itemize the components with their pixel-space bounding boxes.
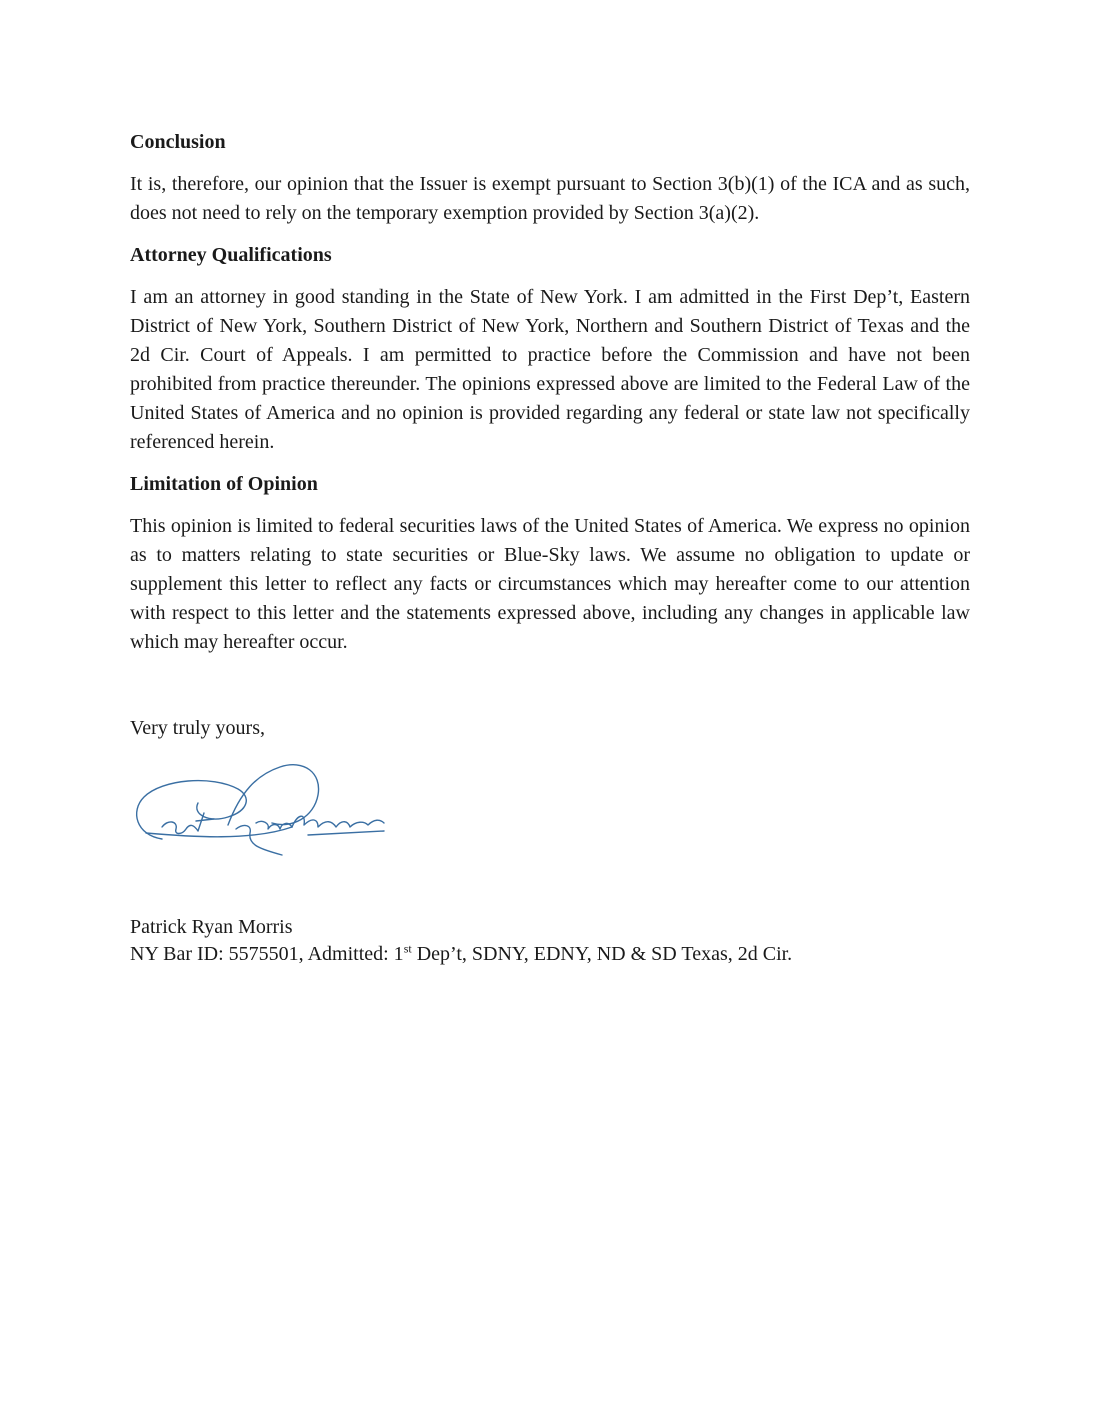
signer-name: Patrick Ryan Morris <box>130 916 293 938</box>
section-heading: Conclusion <box>130 131 226 153</box>
section-conclusion <box>130 128 970 228</box>
section-attorney-qualifications <box>130 241 970 457</box>
credentials-suffix: Dep’t, SDNY, EDNY, ND & SD Texas, 2d Cir. <box>411 943 793 965</box>
signer-credentials <box>130 941 970 967</box>
credentials-prefix: NY Bar ID: 5575501, Admitted: 1 <box>130 943 404 965</box>
section-limitation-of-opinion <box>130 470 970 657</box>
section-body: This opinion is limited to federal securities laws of the United States of America. We express no opinion as to matters relating to state securities or Blue-Sky laws. We assume no obligation to update or supplement this letter to reflect any facts or circumstances which may hereafter come to our attention with respect to this letter and the statements expressed above, including any changes in applicable law which may hereafter occur. <box>130 515 970 653</box>
handwritten-signature <box>132 753 394 863</box>
signature-strokes <box>137 765 384 855</box>
letter-page <box>130 128 970 967</box>
section-body: It is, therefore, our opinion that the Issuer is exempt pursuant to Section 3(b)(1) of the ICA and as such, does not need to rely on the temporary exemption provided by Section 3(a)(2). <box>130 173 970 224</box>
section-heading: Limitation of Opinion <box>130 473 318 495</box>
section-heading: Attorney Qualifications <box>130 244 332 266</box>
closing-salutation: Very truly yours, <box>130 717 265 739</box>
credentials-ordinal-suffix: st <box>403 941 412 956</box>
section-body: I am an attorney in good standing in the State of New York. I am admitted in the First Dep’t, Eastern District of New York, Southern District of New York, Northern and Southern District of Texas and the 2d Cir. Court of Appeals. I am permitted to practice before the Commission and have not been prohibited from practice thereunder. The opinions expressed above are limited to the Federal Law of the United States of America and no opinion is provided regarding any federal or state law not specifically referenced herein. <box>130 286 970 453</box>
